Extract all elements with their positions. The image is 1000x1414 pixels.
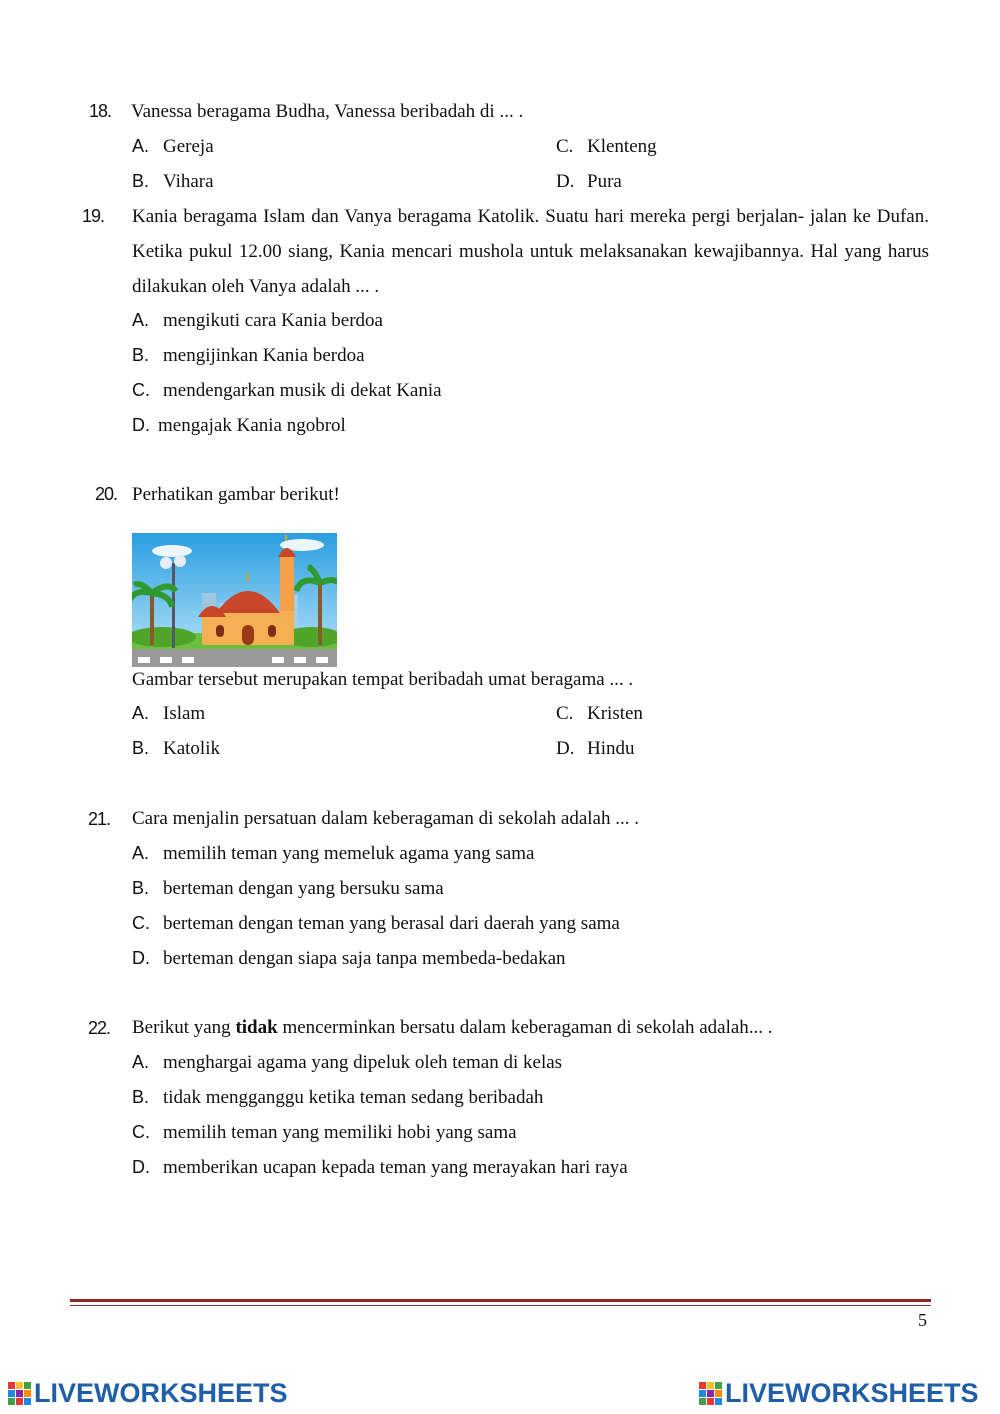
brand-logo-right[interactable] xyxy=(699,1378,979,1409)
option-text: mendengarkan musik di dekat Kania xyxy=(163,380,442,401)
mosque-picture xyxy=(132,533,337,667)
option-letter: B. xyxy=(132,1087,150,1107)
option-letter: D. xyxy=(556,738,575,759)
option-text: Katolik xyxy=(163,738,220,759)
question-number: 21. xyxy=(88,809,111,829)
option-letter: D. xyxy=(132,1157,150,1177)
question-number: 18. xyxy=(89,101,112,121)
answer-option-c[interactable] xyxy=(132,913,620,935)
option-letter: D. xyxy=(132,948,150,968)
option-letter: D. xyxy=(556,171,575,192)
answer-option-b[interactable] xyxy=(132,878,444,900)
option-text: Kristen xyxy=(587,703,643,724)
option-letter: D. xyxy=(132,415,150,435)
question-text: Kania beragama Islam dan Vanya beragama Katolik. Suatu hari mereka pergi berjalan- jalan ke Dufan. Ketika pukul 12.00 siang, Kania mencari mushola untuk melaksanakan kewajibannya. Hal yang harus dilakukan oleh Vanya adalah ... . xyxy=(132,206,929,297)
question-text-after: mencerminkan bersatu dalam keberagaman di sekolah adalah... . xyxy=(277,1017,773,1038)
mosque-illustration xyxy=(132,533,337,667)
answer-option-a[interactable] xyxy=(132,843,534,865)
answer-option-c[interactable] xyxy=(556,136,657,158)
answer-option-b[interactable] xyxy=(132,345,365,367)
question-number: 20. xyxy=(95,484,118,504)
answer-option-b[interactable] xyxy=(132,171,214,193)
answer-option-d[interactable] xyxy=(556,171,622,193)
option-letter: B. xyxy=(132,738,150,758)
option-text: memberikan ucapan kepada teman yang merayakan hari raya xyxy=(163,1157,628,1178)
option-text: mengijinkan Kania berdoa xyxy=(163,345,365,366)
logo-grid-icon xyxy=(699,1382,722,1405)
footer-rule-thin xyxy=(70,1305,931,1306)
option-text: berteman dengan yang bersuku sama xyxy=(163,878,444,899)
option-letter: C. xyxy=(132,913,150,933)
option-letter: C. xyxy=(556,136,574,157)
question-text-before: Berikut yang xyxy=(132,1017,236,1038)
option-text: menghargai agama yang dipeluk oleh teman di kelas xyxy=(163,1052,563,1073)
option-text: mengajak Kania ngobrol xyxy=(158,415,346,436)
answer-option-a[interactable] xyxy=(132,136,214,158)
option-letter: C. xyxy=(556,703,574,724)
option-text: tidak mengganggu ketika teman sedang beribadah xyxy=(163,1087,544,1108)
option-letter: A. xyxy=(132,1052,150,1072)
answer-option-c[interactable] xyxy=(132,380,442,402)
footer-rule xyxy=(70,1299,931,1302)
answer-option-a[interactable] xyxy=(132,703,205,725)
image-caption: Gambar tersebut merupakan tempat beribadah umat beragama ... . xyxy=(132,669,634,690)
question-text xyxy=(132,1017,773,1039)
option-text: Vihara xyxy=(163,171,214,192)
option-letter: A. xyxy=(132,843,150,863)
option-letter: B. xyxy=(132,878,150,898)
option-text: Gereja xyxy=(163,136,214,157)
brand-name: LIVEWORKSHEETS xyxy=(34,1378,288,1408)
question-number: 19. xyxy=(82,206,105,226)
answer-option-d[interactable] xyxy=(132,948,566,970)
option-text: memilih teman yang memeluk agama yang sama xyxy=(163,843,535,864)
question-number: 22. xyxy=(88,1018,111,1038)
logo-grid-icon xyxy=(8,1382,31,1405)
option-text: Pura xyxy=(587,171,622,192)
answer-option-b[interactable] xyxy=(132,738,220,760)
option-text: Klenteng xyxy=(587,136,657,157)
option-text: Islam xyxy=(163,703,206,724)
question-text: Cara menjalin persatuan dalam keberagaman di sekolah adalah ... . xyxy=(132,808,639,829)
answer-option-a[interactable] xyxy=(132,310,383,332)
answer-option-c[interactable] xyxy=(132,1122,517,1144)
option-letter: B. xyxy=(132,171,150,191)
question-text: Vanessa beragama Budha, Vanessa beribadah di ... . xyxy=(131,101,524,122)
answer-option-d[interactable] xyxy=(132,1157,628,1179)
option-text: mengikuti cara Kania berdoa xyxy=(163,310,383,331)
question-text-emphasis: tidak xyxy=(235,1017,278,1038)
option-letter: C. xyxy=(132,380,150,400)
option-text: Hindu xyxy=(587,738,635,759)
brand-logo-left[interactable] xyxy=(8,1378,288,1409)
option-text: memilih teman yang memiliki hobi yang sama xyxy=(163,1122,517,1143)
option-letter: A. xyxy=(132,310,150,330)
option-letter: A. xyxy=(132,703,150,723)
answer-option-d[interactable] xyxy=(556,738,635,760)
option-letter: A. xyxy=(132,136,150,156)
option-letter: B. xyxy=(132,345,150,365)
answer-option-c[interactable] xyxy=(556,703,643,725)
option-letter: C. xyxy=(132,1122,150,1142)
question-text: Perhatikan gambar berikut! xyxy=(132,484,340,505)
answer-option-b[interactable] xyxy=(132,1087,543,1109)
answer-option-d[interactable] xyxy=(132,415,346,437)
option-text: berteman dengan siapa saja tanpa membeda-bedakan xyxy=(163,948,566,969)
option-text: berteman dengan teman yang berasal dari daerah yang sama xyxy=(163,913,620,934)
brand-name: LIVEWORKSHEETS xyxy=(725,1378,979,1408)
page-number: 5 xyxy=(918,1310,927,1330)
answer-option-a[interactable] xyxy=(132,1052,562,1074)
